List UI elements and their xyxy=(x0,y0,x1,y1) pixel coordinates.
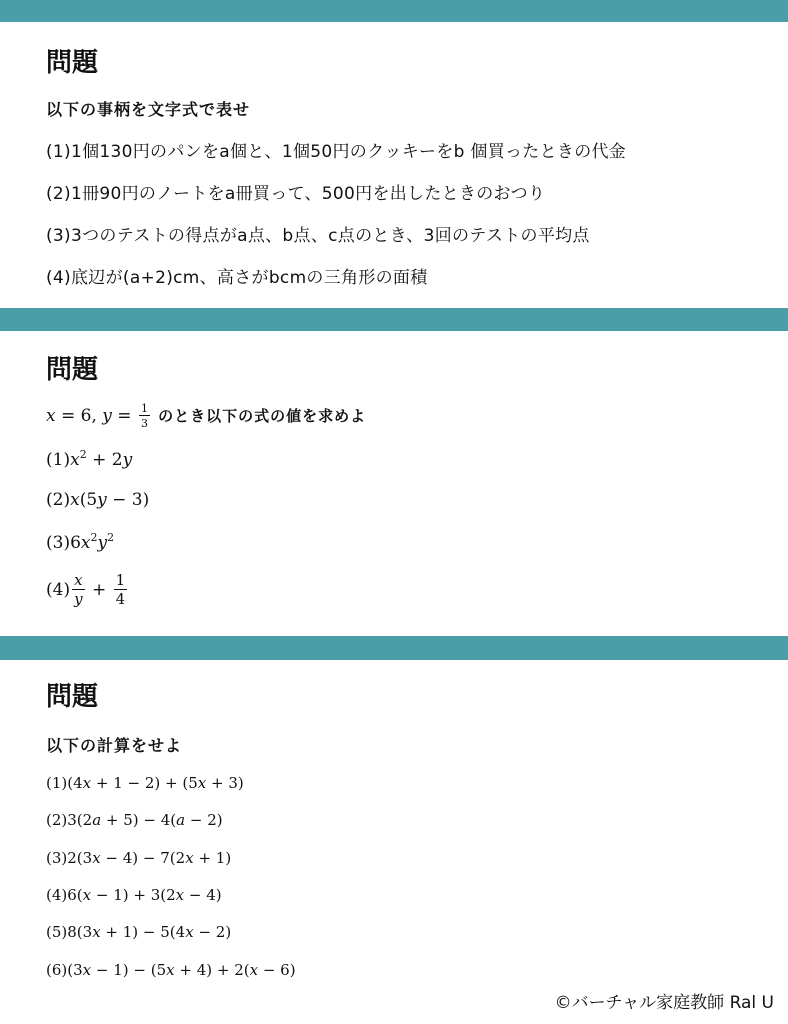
math-variable: x xyxy=(92,849,101,867)
math-variable: a xyxy=(92,811,102,829)
fraction-denominator xyxy=(72,590,84,607)
math-variable: x xyxy=(46,406,56,426)
math-variable: x xyxy=(197,774,207,792)
math-variable: y xyxy=(122,450,133,470)
math-fraction xyxy=(72,573,84,607)
math-expression: + 2y xyxy=(86,450,133,470)
section-3-item-1: (1)(4x + 1 − 2) + (5x + 3) xyxy=(46,774,244,792)
section-1-item-3: (3)3つのテストの得点がa点、b点、c点のとき、3回のテストの平均点 xyxy=(46,226,590,246)
math-expression xyxy=(98,533,108,553)
math-variable: y xyxy=(97,533,108,553)
section-3-item-4: (4)6(x − 1) + 3(2x − 4) xyxy=(46,886,222,904)
math-variable: x xyxy=(70,490,80,510)
section-2-item-4 xyxy=(46,570,129,610)
math-variable: x xyxy=(185,849,194,867)
math-variable: x xyxy=(82,886,92,904)
section-1-instruction: 以下の事柄を文字式で表せ xyxy=(46,100,251,119)
section-1-item-1: (1)1個130円のパンをa個と、1個50円のクッキーをb 個買ったときの代金 xyxy=(46,142,627,162)
math-variable: x xyxy=(70,450,80,470)
section-2-title: 問題 xyxy=(46,355,99,385)
section-2-instruction xyxy=(46,396,366,436)
section-divider-2 xyxy=(0,308,788,331)
section-divider-top xyxy=(0,0,788,22)
fraction-denominator: 4 xyxy=(115,590,126,608)
math-expression: (4) xyxy=(46,580,71,600)
section-1-item-2: (2)1冊90円のノートをa冊買って、500円を出したときのおつり xyxy=(46,184,546,204)
section-2-item-1 xyxy=(46,440,132,480)
section-3-title: 問題 xyxy=(46,682,99,712)
section-2-item-2 xyxy=(46,480,149,520)
math-variable: a xyxy=(176,811,186,829)
section-3-item-5: (5)8(3x + 1) − 5(4x − 2) xyxy=(46,923,232,941)
math-exponent: 2 xyxy=(90,531,98,544)
fraction-denominator: 3 xyxy=(140,417,148,430)
math-variable: x xyxy=(82,961,92,979)
math-variable: x xyxy=(185,923,194,941)
math-expression: (2)x(5y − 3) xyxy=(46,490,150,510)
math-expression: + xyxy=(86,580,112,600)
section-3-item-2: (2)3(2a + 5) − 4(a − 2) xyxy=(46,811,223,829)
math-variable: x xyxy=(80,533,91,553)
math-exponent: 2 xyxy=(79,448,87,461)
math-variable: x xyxy=(74,571,83,589)
math-exponent: 2 xyxy=(107,531,115,544)
math-expression: (3)6x xyxy=(46,533,91,553)
section-3-item-6: (6)(3x − 1) − (5x + 4) + 2(x − 6) xyxy=(46,961,296,979)
math-variable: y xyxy=(74,590,83,608)
math-variable: x xyxy=(166,961,175,979)
fraction-numerator xyxy=(72,573,84,590)
section-1-item-4: (4)底辺が(a+2)cm、高さがbcmの三角形の面積 xyxy=(46,268,428,288)
copyright-footer: ©バーチャル家庭教師 Ral U xyxy=(554,993,774,1013)
math-variable: x xyxy=(92,923,101,941)
math-variable: x xyxy=(82,774,92,792)
math-expression: x = 6, y = xyxy=(46,406,137,426)
math-expression: (1)x xyxy=(46,450,80,470)
math-variable: y xyxy=(97,490,107,510)
math-fraction xyxy=(139,403,150,429)
section-1-title: 問題 xyxy=(46,48,99,78)
math-fraction xyxy=(114,573,128,607)
instruction-text: のとき以下の式の値を求めよ xyxy=(151,407,367,425)
section-divider-3 xyxy=(0,636,788,660)
math-variable: x xyxy=(249,961,259,979)
section-3-instruction: 以下の計算をせよ xyxy=(46,736,183,755)
math-variable: y xyxy=(102,406,112,426)
math-variable: x xyxy=(175,886,185,904)
fraction-numerator: 1 xyxy=(140,402,148,415)
fraction-numerator: 1 xyxy=(115,571,126,589)
section-2-item-3 xyxy=(46,523,114,563)
section-3-item-3: (3)2(3x − 4) − 7(2x + 1) xyxy=(46,849,232,867)
